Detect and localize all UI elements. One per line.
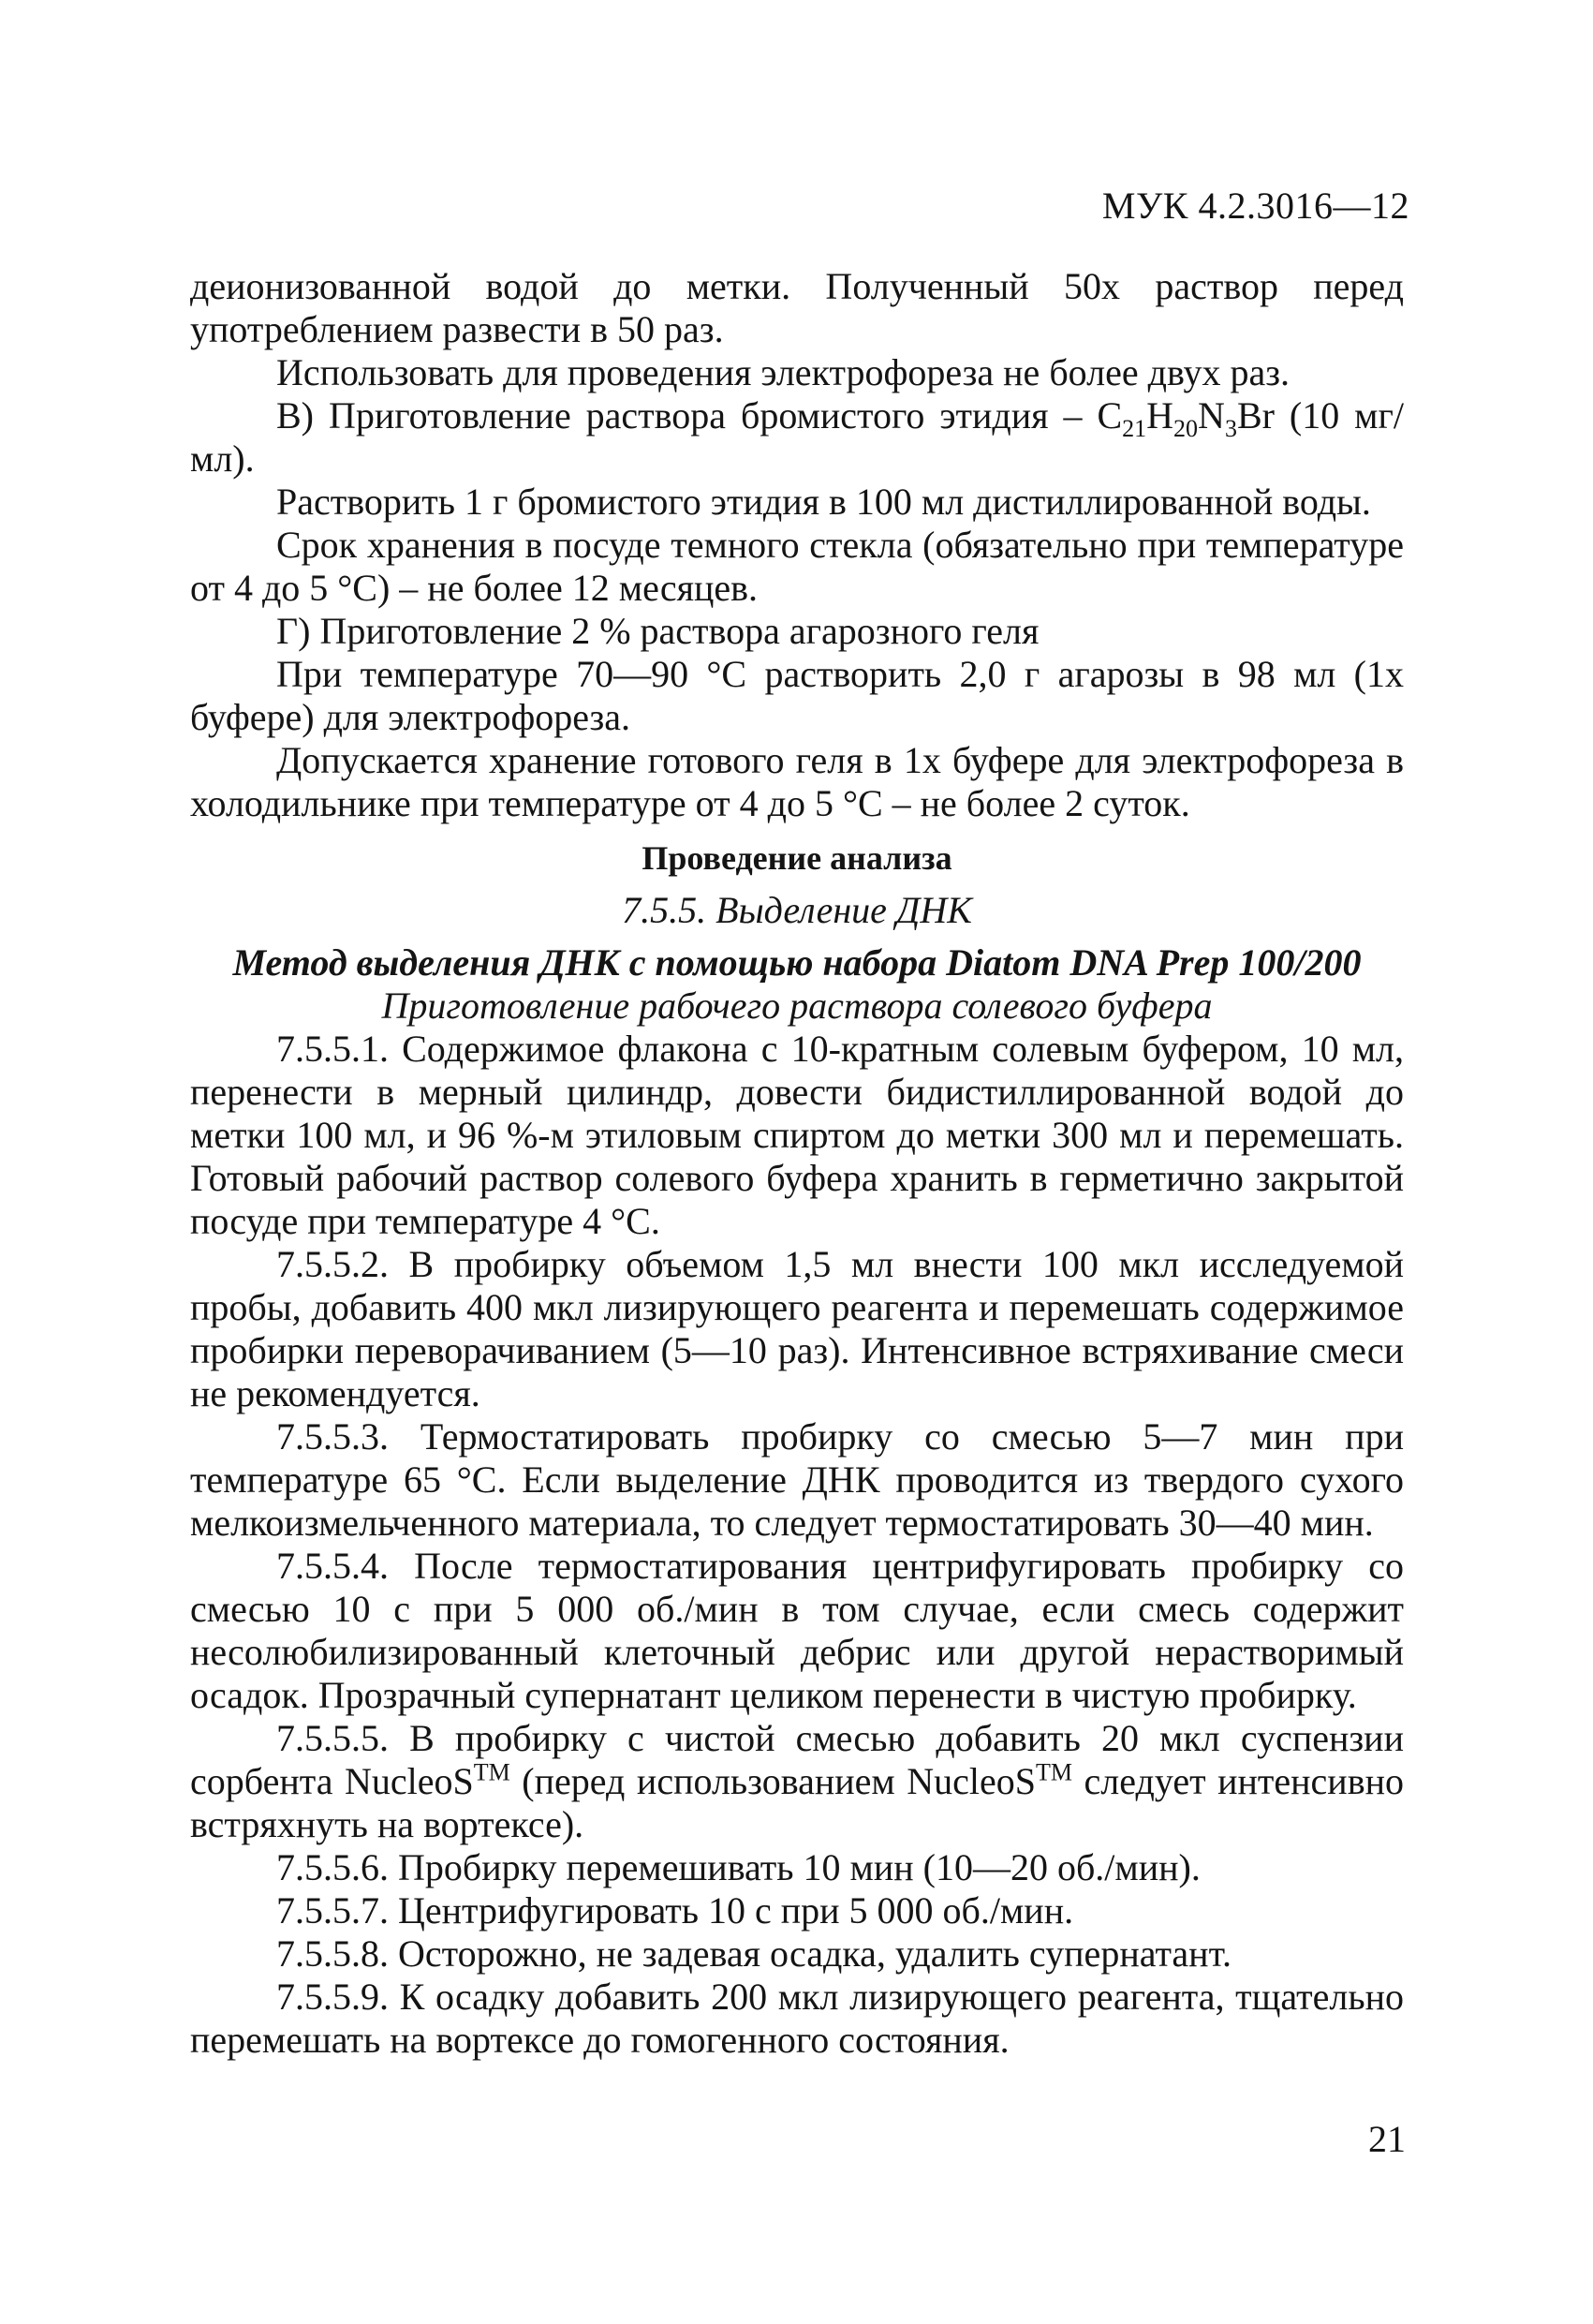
formula-sub-n: 3 xyxy=(1224,415,1237,442)
document-body xyxy=(190,265,1404,2062)
step-5-part-b: (перед использованием NucleoS xyxy=(509,1760,1037,1802)
step-7-5-5-5 xyxy=(190,1717,1404,1846)
formula-suffix: Br (10 мг/мл). xyxy=(190,394,1404,480)
trademark-sup-2: TM xyxy=(1036,1758,1073,1786)
heading-method: Метод выделения ДНК с помощью набора Diatom DNA Prep 100/200 xyxy=(232,941,1362,984)
paragraph-storage: Срок хранения в посуде темного стекла (обязательно при температуре от 4 до 5 °С) – не более 12 месяцев. xyxy=(190,524,1404,609)
step-5-part-c: следует интенсивно встряхнуть на вортексе). xyxy=(190,1760,1405,1845)
heading-buffer-prep: Приготовление рабочего раствора солевого буфера xyxy=(381,984,1213,1027)
heading-analysis: Проведение анализа xyxy=(642,839,952,877)
formula-h: H xyxy=(1146,394,1174,437)
paragraph-dilution: деионизованной водой до метки. Полученный 50х раствор перед употреблением развести в 50 раз. xyxy=(190,265,1404,350)
step-7-5-5-6: 7.5.5.6. Пробирку перемешивать 10 мин (10—20 об./мин). xyxy=(276,1846,1201,1888)
paragraph-usage-limit: Использовать для проведения электрофореза не более двух раз. xyxy=(276,351,1291,393)
step-5-part-a: 7.5.5.5. В пробирку с чистой смесью добавить 20 мкл суспензии сорбента NucleoS xyxy=(190,1717,1404,1802)
paragraph-agarose-title: Г) Приготовление 2 % раствора агарозного геля xyxy=(276,610,1040,652)
step-7-5-5-7: 7.5.5.7. Центрифугировать 10 с при 5 000 об./мин. xyxy=(276,1889,1074,1932)
step-7-5-5-1: 7.5.5.1. Содержимое флакона с 10-кратным солевым буфером, 10 мл, перенести в мерный цилиндр, довести бидистиллированной водой до метки 100 мл, и 96 %-м этиловым спиртом до метки 300 мл и перемешать. Готовый рабочий раствор солевого буфера хранить в герметично закрытой посуде при температуре 4 °С. xyxy=(190,1028,1404,1242)
paragraph-gel-storage: Допускается хранение готового геля в 1х буфере для электрофореза в холодильнике при температуре от 4 до 5 °С – не более 2 суток. xyxy=(190,739,1404,824)
document-code-header: МУК 4.2.3016—12 xyxy=(1101,185,1409,227)
trademark-sup-1: TM xyxy=(473,1758,510,1786)
step-7-5-5-8: 7.5.5.8. Осторожно, не задевая осадка, удалить супернатант. xyxy=(276,1932,1232,1975)
step-7-5-5-4: 7.5.5.4. После термостатирования центрифугировать пробирку со смесью 10 с при 5 000 об./мин в том случае, если смесь содержит несолюбилизированный клеточный дебрис или другой нерастворимый осадок. Прозрачный супернатант целиком перенести в чистую пробирку. xyxy=(190,1545,1404,1716)
formula-sub-c: 21 xyxy=(1122,415,1147,442)
heading-dna-extraction: 7.5.5. Выделение ДНК xyxy=(622,889,972,931)
formula-n: N xyxy=(1198,394,1225,437)
step-7-5-5-3: 7.5.5.3. Термостатировать пробирку со смесью 5—7 мин при температуре 65 °С. Если выделение ДНК проводится из твердого сухого мелкоизмельченного материала, то следует термостатировать 30—40 мин. xyxy=(190,1415,1404,1544)
paragraph-dissolve-ethidium: Растворить 1 г бромистого этидия в 100 мл дистиллированной воды. xyxy=(276,481,1371,523)
formula-prefix: В) Приготовление раствора бромистого этидия – C xyxy=(276,394,1123,437)
formula-sub-h: 20 xyxy=(1173,415,1199,442)
step-7-5-5-9: 7.5.5.9. К осадку добавить 200 мкл лизирующего реагента, тщательно перемешать на вортексе до гомогенного состояния. xyxy=(190,1976,1404,2061)
paragraph-ethidium-bromide-title xyxy=(190,394,1404,481)
page-number: 21 xyxy=(1368,2118,1406,2160)
step-7-5-5-2: 7.5.5.2. В пробирку объемом 1,5 мл внести 100 мкл исследуемой пробы, добавить 400 мкл лизирующего реагента и перемешать содержимое пробирки переворачиванием (5—10 раз). Интенсивное встряхивание смеси не рекомендуется. xyxy=(190,1243,1404,1414)
paragraph-agarose-prep: При температуре 70—90 °С растворить 2,0 г агарозы в 98 мл (1х буфере) для электрофореза. xyxy=(190,653,1404,738)
